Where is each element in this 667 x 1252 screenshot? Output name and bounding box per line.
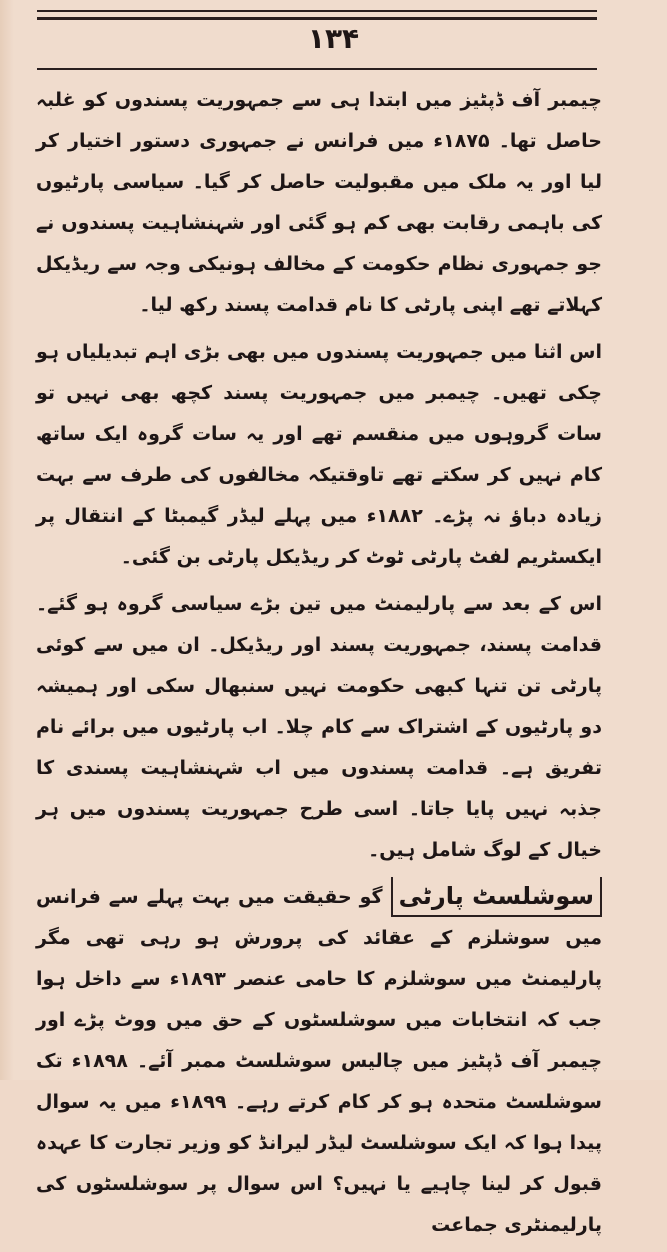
paragraph-3: اس کے بعد سے پارلیمنٹ میں تین بڑے سیاسی گروہ ہو گئے۔ قدامت پسند، جمہوریت پسند اور ریڈیکل۔ ان میں سے کوئی پارٹی تن تنہا کبھی حکومت نہیں سنبھال سکی اور ہمیشہ دو پارٹیوں کے اشتراک سے کام چلا۔ اب پارٹیوں میں برائے نام تفریق ہے۔ قدامت پسندوں میں اب شہنشاہیت پسندی کا جذبہ نہیں پایا جاتا۔ اسی طرح جمہوریت پسندوں میں ہر خیال کے لوگ شامل ہیں۔ (36, 593, 602, 861)
page-edge (0, 0, 14, 1080)
page-number: ۱۳۴ (307, 22, 360, 55)
paragraph-2: اس اثنا میں جمہوریت پسندوں میں بھی بڑی اہم تبدیلیاں ہو چکی تھیں۔ چیمبر میں جمہوریت پسند کچھ بھی نہیں تو سات گروہوں میں منقسم تھے اور یہ سات گروہ ایک ساتھ کام نہیں کر سکتے تھے تاوقتیکہ مخالفوں کی طرف سے بہت زیادہ دباؤ نہ پڑے۔ ۱۸۸۲ء میں پہلے لیڈر گیمبٹا کے انتقال پر ایکسٹریم لفٹ پارٹی ٹوٹ کر ریڈیکل پارٹی بن گئی۔ (36, 341, 602, 568)
paragraph-4 (36, 877, 602, 1246)
paragraph-4-text: گو حقیقت میں بہت پہلے سے فرانس میں سوشلزم کے عقائد کی پرورش ہو رہی تھی مگر پارلیمنٹ میں سوشلزم کا حامی عنصر ۱۸۹۳ء سے داخل ہوا جب کہ انتخابات میں سوشلسٹوں کے حق میں ووٹ پڑے اور چیمبر آف ڈپٹیز میں چالیس سوشلسٹ ممبر آئے۔ ۱۸۹۸ء تک سوشلسٹ متحدہ ہو کر کام کرتے رہے۔ ۱۸۹۹ء میں یہ سوال پیدا ہوا کہ ایک سوشلسٹ لیڈر لیرانڈ کو وزیر تجارت کا عہدہ قبول کر لینا چاہیے یا نہیں؟ اس سوال پر سوشلسٹوں کی پارلیمنٹری جماعت (36, 886, 603, 1236)
header-rule-top (37, 10, 597, 12)
paragraph-1: چیمبر آف ڈپٹیز میں ابتدا ہی سے جمہوریت پسندوں کو غلبہ حاصل تھا۔ ۱۸۷۵ء میں فرانس نے جمہوری دستور اختیار کر لیا اور یہ ملک میں مقبولیت حاصل کر گیا۔ سیاسی پارٹیوں کی باہمی رقابت بھی کم ہو گئی اور شہنشاہیت پسندوں نے جو جمہوری نظام حکومت کے مخالف ہونیکی وجہ سے ریڈیکل کہلاتے تھے اپنی پارٹی کا نام قدامت پسند رکھ لیا۔ (36, 89, 602, 316)
header-rule-thick (37, 17, 597, 20)
section-heading: سوشلسٹ پارٹی (391, 877, 602, 917)
header-rule-bottom (37, 68, 597, 70)
page-body (36, 80, 602, 1252)
